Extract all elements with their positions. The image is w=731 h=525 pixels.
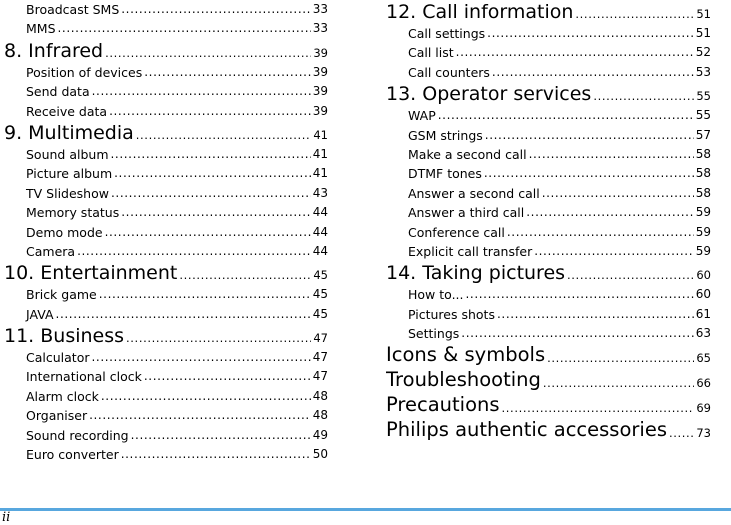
dot-leader xyxy=(91,348,310,367)
dot-leader xyxy=(466,285,694,304)
toc-label: Calculator xyxy=(26,350,90,366)
dot-leader xyxy=(111,145,311,164)
dot-leader xyxy=(461,324,693,343)
dot-leader xyxy=(542,184,694,203)
dot-leader xyxy=(131,426,311,445)
toc-entry-conference-call[interactable] xyxy=(386,223,711,242)
dot-leader xyxy=(114,164,311,183)
dot-leader xyxy=(58,19,311,38)
toc-page-number: 59 xyxy=(695,243,711,258)
toc-label: Call counters xyxy=(408,64,490,80)
toc-label: Organiser xyxy=(26,408,88,424)
toc-section-8-infrared[interactable] xyxy=(4,39,328,63)
toc-label: Pictures shots xyxy=(408,306,495,322)
toc-page-number: 41 xyxy=(312,166,328,181)
toc-page-number: 44 xyxy=(312,205,328,220)
toc-page-number: 39 xyxy=(313,45,328,60)
toc-page-number: 39 xyxy=(312,64,328,79)
toc-entry-mms[interactable] xyxy=(4,19,328,38)
toc-section-troubleshooting[interactable] xyxy=(386,368,711,393)
toc-label: Position of devices xyxy=(26,64,143,80)
toc-entry-call-list[interactable] xyxy=(386,43,711,62)
toc-page-number: 48 xyxy=(312,388,328,403)
toc-page-number: 63 xyxy=(695,326,711,341)
toc-page-number: 41 xyxy=(312,146,328,161)
toc-entry-picture-album[interactable] xyxy=(4,164,328,183)
toc-entry-explicit-call-transfer[interactable] xyxy=(386,242,711,261)
toc-label: 8. Infrared xyxy=(4,39,104,62)
toc-section-icons-symbols[interactable] xyxy=(386,343,711,368)
toc-page-number: 73 xyxy=(696,425,711,440)
toc-label: 12. Call information xyxy=(386,1,574,23)
dot-leader xyxy=(89,406,311,425)
toc-label: Philips authentic accessories xyxy=(386,417,667,441)
dot-leader xyxy=(507,223,694,242)
toc-page-number: 53 xyxy=(695,64,711,79)
toc-entry-make-a-second-call[interactable] xyxy=(386,145,711,164)
toc-page-number: 39 xyxy=(312,84,328,99)
toc-entry-how-to[interactable] xyxy=(386,285,711,304)
dot-leader xyxy=(121,203,310,222)
toc-page-number: 59 xyxy=(695,224,711,239)
toc-entry-sound-recording[interactable] xyxy=(4,426,328,445)
toc-entry-settings[interactable] xyxy=(386,324,711,343)
toc-label: Conference call xyxy=(408,224,505,240)
toc-label: JAVA xyxy=(26,306,54,322)
toc-page-number: 33 xyxy=(312,1,328,16)
toc-entry-sound-album[interactable] xyxy=(4,145,328,164)
dot-leader xyxy=(121,0,310,19)
toc-label: Demo mode xyxy=(26,224,103,240)
dot-leader xyxy=(534,242,694,261)
toc-page-number: 58 xyxy=(695,166,711,181)
dot-leader xyxy=(669,424,694,443)
toc-page-number: 52 xyxy=(695,45,711,60)
dot-leader xyxy=(56,305,311,324)
toc-label: Sound album xyxy=(26,146,109,162)
toc-section-11-business[interactable] xyxy=(4,324,328,348)
dot-leader xyxy=(126,329,311,348)
toc-page-number: 59 xyxy=(695,205,711,220)
dot-leader xyxy=(547,349,694,368)
toc-section-10-entertainment[interactable] xyxy=(4,261,328,285)
toc-label: Brick game xyxy=(26,287,97,303)
toc-left-column xyxy=(4,0,328,464)
toc-entry-broadcast-sms[interactable] xyxy=(4,0,328,19)
dot-leader xyxy=(575,5,694,24)
toc-entry-international-clock[interactable] xyxy=(4,367,328,386)
toc-entry-send-data[interactable] xyxy=(4,82,328,101)
toc-label: 11. Business xyxy=(4,325,125,348)
toc-label: International clock xyxy=(26,369,142,385)
toc-label: Troubleshooting xyxy=(386,368,541,392)
toc-label: DTMF tones xyxy=(408,166,482,182)
dot-leader xyxy=(502,399,695,418)
dot-leader xyxy=(485,126,694,145)
toc-page-number: 58 xyxy=(695,146,711,161)
toc-label: Icons & symbols xyxy=(386,343,546,367)
dot-leader xyxy=(543,374,694,393)
toc-entry-calculator[interactable] xyxy=(4,348,328,367)
toc-label: 9. Multimedia xyxy=(4,121,134,144)
toc-section-12-call-information[interactable] xyxy=(386,0,711,24)
toc-page-number: 60 xyxy=(695,287,711,302)
toc-right-column xyxy=(386,0,711,443)
dot-leader xyxy=(136,126,312,145)
toc-page-number: 66 xyxy=(696,376,711,391)
toc-page-number: 47 xyxy=(313,331,328,346)
toc-entry-wap[interactable] xyxy=(386,106,711,125)
toc-entry-answer-a-third-call[interactable] xyxy=(386,203,711,222)
toc-entry-pictures-shots[interactable] xyxy=(386,305,711,324)
toc-entry-call-counters[interactable] xyxy=(386,63,711,82)
toc-page-number: 47 xyxy=(312,350,328,365)
dot-leader xyxy=(484,164,694,183)
toc-label: GSM strings xyxy=(408,127,483,143)
dot-leader xyxy=(99,285,311,304)
toc-label: Receive data xyxy=(26,103,108,119)
toc-page-number: 57 xyxy=(695,127,711,142)
dot-leader xyxy=(456,43,694,62)
toc-label: Answer a second call xyxy=(408,185,540,201)
dot-leader xyxy=(144,367,311,386)
toc-section-14-taking-pictures[interactable] xyxy=(386,261,711,285)
toc-label: Picture album xyxy=(26,166,113,182)
dot-leader xyxy=(497,305,694,324)
dot-leader xyxy=(179,266,311,285)
dot-leader xyxy=(109,102,311,121)
toc-label: Precautions xyxy=(386,393,500,417)
toc-label: Broadcast SMS xyxy=(26,1,120,17)
toc-page-number: 41 xyxy=(313,127,328,142)
toc-label: 13. Operator services xyxy=(386,83,592,106)
dot-leader xyxy=(111,184,311,203)
toc-entry-dtmf-tones[interactable] xyxy=(386,164,711,183)
toc-label: Camera xyxy=(26,243,76,259)
dot-leader xyxy=(92,82,311,101)
dot-leader xyxy=(487,24,694,43)
dot-leader xyxy=(121,445,311,464)
dot-leader xyxy=(567,266,694,285)
dot-leader xyxy=(101,387,311,406)
toc-page-number: 51 xyxy=(695,25,711,40)
toc-page-number: 61 xyxy=(695,306,711,321)
toc-label: Euro converter xyxy=(26,447,119,463)
toc-entry-receive-data[interactable] xyxy=(4,102,328,121)
toc-page-number: 55 xyxy=(696,89,711,104)
toc-label: 14. Taking pictures xyxy=(386,262,566,285)
toc-label: 10. Entertainment xyxy=(4,262,178,285)
toc-page-number: 69 xyxy=(696,400,711,415)
toc-label: WAP xyxy=(408,108,436,124)
toc-page-number: 39 xyxy=(312,103,328,118)
toc-entry-gsm-strings[interactable] xyxy=(386,126,711,145)
toc-label: Send data xyxy=(26,84,90,100)
toc-page-number: 58 xyxy=(695,185,711,200)
toc-entry-euro-converter[interactable] xyxy=(4,445,328,464)
toc-label: Call settings xyxy=(408,25,486,41)
toc-page-number: 60 xyxy=(696,268,711,283)
toc-label: Answer a third call xyxy=(408,205,525,221)
dot-leader xyxy=(526,203,693,222)
toc-entry-organiser[interactable] xyxy=(4,406,328,425)
toc-label: MMS xyxy=(26,21,56,37)
dot-leader xyxy=(105,223,311,242)
footer-rule xyxy=(0,508,731,511)
toc-label: Alarm clock xyxy=(26,388,99,404)
toc-page-number: 51 xyxy=(696,7,711,21)
toc-page-number: 50 xyxy=(312,447,328,462)
dot-leader xyxy=(438,106,694,125)
toc-entry-java[interactable] xyxy=(4,305,328,324)
toc-section-13-operator-services[interactable] xyxy=(386,82,711,106)
toc-section-philips-authentic-accessories[interactable] xyxy=(386,418,711,443)
toc-page-number: 55 xyxy=(695,108,711,123)
toc-page-number: 48 xyxy=(312,408,328,423)
toc-section-precautions[interactable] xyxy=(386,393,711,418)
dot-leader xyxy=(105,44,311,63)
toc-page-number: 65 xyxy=(696,351,711,366)
toc-page-number: 45 xyxy=(312,306,328,321)
page-folio: ii xyxy=(2,510,11,525)
toc-entry-brick-game[interactable] xyxy=(4,285,328,304)
toc-label: How to... xyxy=(408,287,464,303)
toc-entry-position-of-devices[interactable] xyxy=(4,63,328,82)
toc-label: TV Slideshow xyxy=(26,185,109,201)
toc-page-number: 47 xyxy=(312,369,328,384)
toc-label: Call list xyxy=(408,45,454,61)
toc-page-number: 49 xyxy=(312,427,328,442)
toc-label: Explicit call transfer xyxy=(408,243,533,259)
toc-label: Settings xyxy=(408,326,460,342)
toc-entry-demo-mode[interactable] xyxy=(4,223,328,242)
dot-leader xyxy=(593,87,694,106)
toc-page-number: 43 xyxy=(312,185,328,200)
dot-leader xyxy=(529,145,694,164)
toc-entry-tv-slideshow[interactable] xyxy=(4,184,328,203)
toc-page-number: 45 xyxy=(313,268,328,283)
toc-label: Sound recording xyxy=(26,427,129,443)
toc-label: Make a second call xyxy=(408,146,527,162)
toc-entry-call-settings[interactable] xyxy=(386,24,711,43)
toc-page-number: 44 xyxy=(312,224,328,239)
toc-entry-alarm-clock[interactable] xyxy=(4,387,328,406)
toc-page-number: 45 xyxy=(312,287,328,302)
dot-leader xyxy=(77,242,311,261)
toc-label: Memory status xyxy=(26,205,120,221)
toc-entry-answer-a-second-call[interactable] xyxy=(386,184,711,203)
toc-page-number: 44 xyxy=(312,243,328,258)
toc-section-9-multimedia[interactable] xyxy=(4,121,328,145)
toc-entry-memory-status[interactable] xyxy=(4,203,328,222)
toc-entry-camera[interactable] xyxy=(4,242,328,261)
dot-leader xyxy=(144,63,310,82)
toc-page-number: 33 xyxy=(312,21,328,36)
dot-leader xyxy=(492,63,694,82)
